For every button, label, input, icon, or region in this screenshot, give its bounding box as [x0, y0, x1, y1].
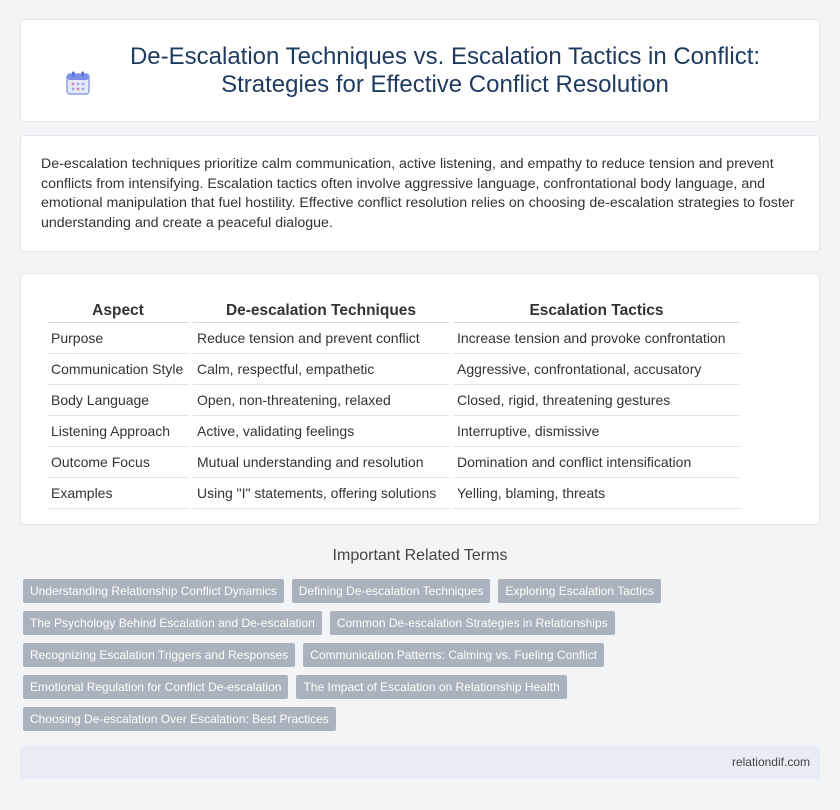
related-term-tag[interactable]: Communication Patterns: Calming vs. Fueling Conflict — [303, 643, 604, 667]
intro-card — [20, 135, 820, 252]
table-cell: Body Language — [47, 385, 189, 416]
related-term-tag[interactable]: The Psychology Behind Escalation and De-escalation — [23, 611, 322, 635]
table-cell: Purpose — [47, 323, 189, 354]
table-cell: Closed, rigid, threatening gestures — [453, 385, 740, 416]
related-term-tag[interactable]: Defining De-escalation Techniques — [292, 579, 491, 603]
table-row — [47, 416, 740, 447]
related-terms-list — [23, 579, 823, 739]
table-row — [47, 447, 740, 478]
related-term-tag[interactable]: Choosing De-escalation Over Escalation: Best Practices — [23, 707, 336, 731]
calendar-icon — [65, 70, 91, 96]
table-header-row — [47, 296, 740, 323]
table-cell: Communication Style — [47, 354, 189, 385]
table-cell: Listening Approach — [47, 416, 189, 447]
table-cell: Using "I" statements, offering solutions — [193, 478, 449, 509]
table-row — [47, 354, 740, 385]
related-term-tag[interactable]: Understanding Relationship Conflict Dynamics — [23, 579, 284, 603]
comparison-card — [20, 273, 820, 525]
related-term-tag[interactable]: Exploring Escalation Tactics — [498, 579, 661, 603]
table-cell: Outcome Focus — [47, 447, 189, 478]
table-cell: Mutual understanding and resolution — [193, 447, 449, 478]
related-terms-heading: Important Related Terms — [332, 547, 508, 564]
title-card — [20, 19, 820, 122]
table-cell: Reduce tension and prevent conflict — [193, 323, 449, 354]
header-escalation: Escalation Tactics — [453, 296, 740, 323]
table-cell: Yelling, blaming, threats — [453, 478, 740, 509]
related-term-tag[interactable]: The Impact of Escalation on Relationship Health — [296, 675, 566, 699]
table-row — [47, 385, 740, 416]
intro-paragraph: De-escalation techniques prioritize calm communication, active listening, and empathy to reduce tension and prevent conflicts from intensifying. Escalation tactics often involve aggressive language, confrontational body language, and emotional manipulation that fuel hostility. Effective conflict resolution relies on choosing de-escalation strategies to foster understanding and create a peaceful dialogue. — [41, 156, 795, 231]
table-cell: Domination and conflict intensification — [453, 447, 740, 478]
table-cell: Examples — [47, 478, 189, 509]
related-term-tag[interactable]: Emotional Regulation for Conflict De-escalation — [23, 675, 288, 699]
related-term-tag[interactable]: Common De-escalation Strategies in Relationships — [330, 611, 615, 635]
table-cell: Interruptive, dismissive — [453, 416, 740, 447]
table-cell: Aggressive, confrontational, accusatory — [453, 354, 740, 385]
footer — [20, 746, 820, 779]
table-cell: Open, non-threatening, relaxed — [193, 385, 449, 416]
table-row — [47, 478, 740, 509]
related-term-tag[interactable]: Recognizing Escalation Triggers and Responses — [23, 643, 295, 667]
page-title: De-Escalation Techniques vs. Escalation Tactics in Conflict: Strategies for Effective Conflict Resolution — [129, 42, 761, 98]
header-de-escalation: De-escalation Techniques — [193, 296, 449, 323]
table-row — [47, 323, 740, 354]
table-cell: Increase tension and provoke confrontation — [453, 323, 740, 354]
table-cell: Calm, respectful, empathetic — [193, 354, 449, 385]
footer-site-link[interactable]: relationdif.com — [731, 755, 810, 769]
table-cell: Active, validating feelings — [193, 416, 449, 447]
comparison-table — [43, 296, 744, 509]
header-aspect: Aspect — [47, 296, 189, 323]
